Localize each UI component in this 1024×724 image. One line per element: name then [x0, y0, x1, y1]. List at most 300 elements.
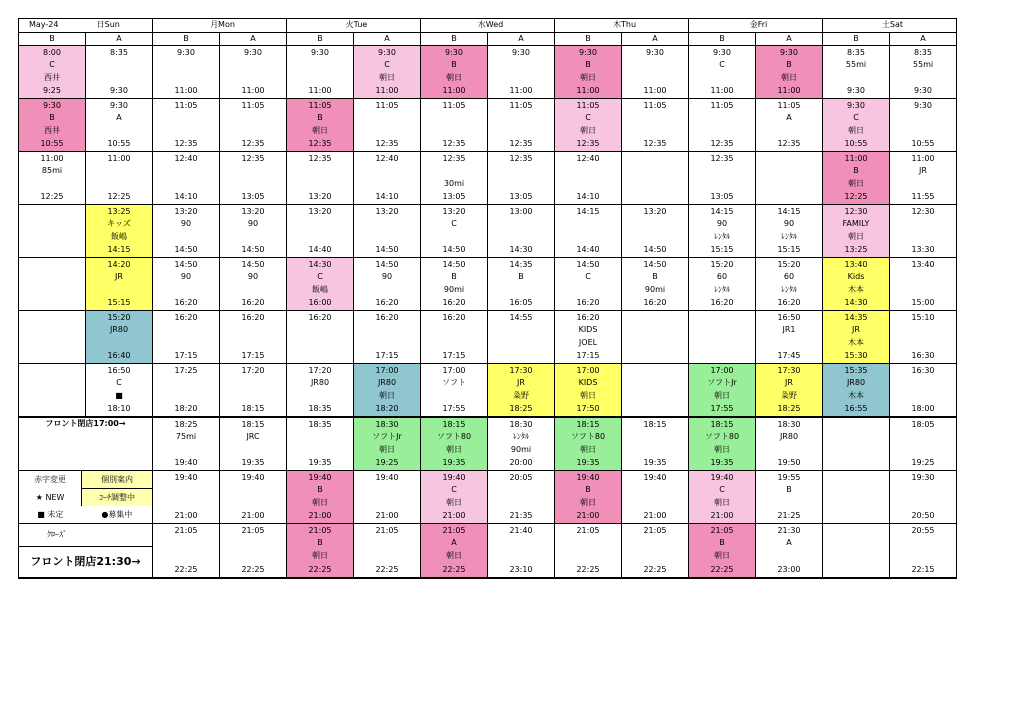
slot-end: 23:10 — [509, 564, 533, 574]
slot-start: 11:00 — [40, 154, 64, 163]
slot-end: 11:00 — [308, 85, 332, 95]
slot-end: 11:00 — [174, 85, 198, 95]
slot-start: 14:50 — [174, 260, 198, 269]
schedule-row — [19, 364, 957, 418]
time-slot — [220, 524, 287, 579]
slot-end: 13:05 — [442, 191, 466, 201]
time-slot — [354, 205, 421, 258]
slot-start: 11:00 — [911, 154, 935, 163]
slot-start: 13:20 — [643, 207, 667, 216]
schedule-row — [19, 258, 957, 311]
time-slot — [555, 258, 622, 311]
slot-end: 9:30 — [914, 85, 932, 95]
slot-detail: B — [652, 272, 658, 281]
slot-detail: JR80 — [377, 378, 397, 387]
slot-detail: 90 — [381, 272, 393, 281]
slot-start: 8:35 — [110, 48, 128, 57]
slot-end: 14:50 — [442, 244, 466, 254]
slot-detail2: ﾚﾝﾀﾙ — [714, 232, 730, 241]
legend-item: ●募集中 — [101, 510, 133, 519]
slot-end: 16:20 — [576, 297, 600, 307]
slot-end: 22:25 — [643, 564, 667, 574]
slot-end: 10:55 — [40, 138, 64, 148]
slot-start: 12:35 — [509, 154, 533, 163]
time-slot — [421, 46, 488, 99]
slot-detail: C — [384, 60, 390, 69]
slot-end: 15:30 — [844, 350, 868, 360]
slot-detail: ﾚﾝﾀﾙ — [513, 432, 529, 441]
slot-end: 13:20 — [308, 191, 332, 201]
slot-end: 22:25 — [375, 564, 399, 574]
rink-label: A — [220, 32, 287, 46]
slot-end: 21:00 — [308, 510, 332, 520]
rink-label: B — [689, 32, 756, 46]
time-slot — [354, 417, 421, 471]
slot-detail2: 木本 — [848, 338, 864, 347]
time-slot — [354, 364, 421, 418]
slot-start: 16:50 — [777, 313, 801, 322]
slot-start: 9:30 — [110, 101, 128, 110]
time-slot — [153, 364, 220, 418]
day-header-row — [19, 19, 957, 33]
slot-start: 12:35 — [308, 154, 332, 163]
rink-label: A — [756, 32, 823, 46]
slot-start: 11:05 — [777, 101, 801, 110]
time-slot — [488, 364, 555, 418]
slot-start: 8:35 — [914, 48, 932, 57]
time-slot — [153, 99, 220, 152]
time-slot — [890, 46, 957, 99]
slot-detail: B — [451, 60, 457, 69]
slot-start: 11:05 — [576, 101, 600, 110]
slot-start: 9:30 — [780, 48, 798, 57]
slot-end: 19:50 — [777, 457, 801, 467]
slot-detail: 90 — [247, 219, 259, 228]
slot-start: 9:30 — [177, 48, 195, 57]
slot-end: 19:35 — [442, 457, 466, 467]
time-slot — [689, 311, 756, 364]
closure-label: ｸﾛｰｽﾞ — [47, 530, 67, 539]
slot-end: 11:00 — [777, 85, 801, 95]
slot-start: 21:05 — [375, 526, 399, 535]
slot-start: 15:10 — [911, 313, 935, 322]
slot-end: 14:30 — [844, 297, 868, 307]
day-header — [421, 19, 555, 33]
slot-end: 22:25 — [308, 564, 332, 574]
time-slot — [756, 524, 823, 579]
slot-start: 11:05 — [710, 101, 734, 110]
slot-end: 16:20 — [174, 297, 198, 307]
slot-end: 10:55 — [844, 138, 868, 148]
day-name: 木Thu — [612, 20, 637, 29]
slot-detail: 90 — [716, 219, 728, 228]
slot-detail: B — [317, 538, 323, 547]
time-slot — [890, 311, 957, 364]
time-slot — [421, 417, 488, 471]
slot-detail: A — [116, 113, 122, 122]
time-slot — [823, 205, 890, 258]
slot-end: 16:20 — [241, 297, 265, 307]
slot-start: 13:40 — [844, 260, 868, 269]
time-slot — [86, 364, 153, 418]
slot-start: 21:05 — [576, 526, 600, 535]
time-slot — [823, 152, 890, 205]
day-name: 水Wed — [477, 20, 504, 29]
slot-end: 21:00 — [442, 510, 466, 520]
slot-end: 12:25 — [107, 191, 131, 201]
day-header — [19, 19, 153, 33]
time-slot — [823, 364, 890, 418]
time-slot — [421, 311, 488, 364]
legend-row — [19, 506, 152, 523]
time-slot — [689, 152, 756, 205]
slot-end: 21:35 — [509, 510, 533, 520]
time-slot — [823, 46, 890, 99]
month-label: May-24 — [29, 20, 59, 29]
time-slot — [555, 311, 622, 364]
time-slot — [19, 205, 86, 258]
slot-detail2: 朝日 — [379, 73, 395, 82]
time-slot — [220, 364, 287, 418]
slot-start: 18:30 — [509, 420, 533, 429]
slot-detail2: 90mi — [443, 285, 465, 294]
slot-detail2: 朝日 — [848, 179, 864, 188]
slot-end: 16:20 — [777, 297, 801, 307]
day-name: 火Tue — [345, 20, 368, 29]
slot-end: 9:30 — [110, 85, 128, 95]
time-slot — [220, 311, 287, 364]
slot-end: 10:55 — [107, 138, 131, 148]
time-slot — [153, 311, 220, 364]
time-slot — [756, 152, 823, 205]
time-slot — [19, 364, 86, 418]
slot-detail2: 木本 — [848, 391, 864, 400]
slot-start: 14:15 — [576, 207, 600, 216]
slot-start: 16:20 — [576, 313, 600, 322]
rink-label: B — [287, 32, 354, 46]
time-slot — [287, 417, 354, 471]
slot-detail2: 朝日 — [714, 498, 730, 507]
time-slot — [756, 311, 823, 364]
slot-start: 14:55 — [509, 313, 533, 322]
time-slot — [823, 258, 890, 311]
slot-detail2: 木本 — [848, 285, 864, 294]
slot-start: 19:30 — [911, 473, 935, 482]
slot-start: 14:50 — [375, 260, 399, 269]
slot-detail: 60 — [716, 272, 728, 281]
rink-label: B — [555, 32, 622, 46]
slot-detail2: 飯嶋 — [312, 285, 328, 294]
time-slot — [421, 471, 488, 524]
time-slot — [86, 205, 153, 258]
slot-end: 14:10 — [375, 191, 399, 201]
slot-detail: C — [317, 272, 323, 281]
slot-end: 16:05 — [509, 297, 533, 307]
slot-detail: A — [786, 538, 792, 547]
slot-end: 17:55 — [710, 403, 734, 413]
day-name: 月Mon — [210, 20, 235, 29]
time-slot — [488, 205, 555, 258]
slot-end: 12:35 — [241, 138, 265, 148]
slot-end: 12:35 — [308, 138, 332, 148]
slot-detail2: 朝日 — [379, 445, 395, 454]
time-slot — [756, 417, 823, 471]
slot-end: 11:00 — [576, 85, 600, 95]
slot-end: 9:30 — [847, 85, 865, 95]
slot-start: 16:30 — [911, 366, 935, 375]
rink-label: B — [153, 32, 220, 46]
time-slot — [689, 46, 756, 99]
slot-detail2: 西井 — [44, 73, 60, 82]
time-slot — [890, 417, 957, 471]
slot-detail2: 90mi — [644, 285, 666, 294]
slot-end: 16:40 — [107, 350, 131, 360]
slot-end: 18:20 — [174, 403, 198, 413]
slot-start: 11:05 — [241, 101, 265, 110]
slot-detail: JR — [919, 166, 927, 175]
slot-start: 13:25 — [107, 207, 131, 216]
slot-start: 19:40 — [241, 473, 265, 482]
legend-item: 個別案内 — [82, 471, 152, 489]
slot-end: 19:25 — [911, 457, 935, 467]
time-slot — [890, 364, 957, 418]
slot-start: 17:00 — [710, 366, 734, 375]
time-slot — [354, 524, 421, 579]
slot-start: 19:40 — [375, 473, 399, 482]
slot-start: 11:05 — [308, 101, 332, 110]
slot-start: 19:40 — [643, 473, 667, 482]
time-slot — [287, 471, 354, 524]
time-slot — [823, 471, 890, 524]
slot-detail: ソフト80 — [436, 432, 472, 441]
slot-detail2: 朝日 — [312, 551, 328, 560]
slot-start: 8:00 — [43, 48, 61, 57]
slot-start: 12:40 — [375, 154, 399, 163]
time-slot — [153, 152, 220, 205]
slot-start: 14:15 — [710, 207, 734, 216]
slot-detail2: 朝日 — [446, 498, 462, 507]
slot-start: 21:05 — [442, 526, 466, 535]
slot-end: 11:00 — [710, 85, 734, 95]
slot-detail: 60 — [783, 272, 795, 281]
day-name: 土Sat — [881, 20, 904, 29]
slot-start: 18:35 — [308, 420, 332, 429]
slot-detail2: 朝日 — [714, 445, 730, 454]
slot-start: 16:20 — [174, 313, 198, 322]
slot-detail: KIDS — [578, 378, 598, 387]
slot-detail: C — [719, 60, 725, 69]
time-slot — [689, 417, 756, 471]
slot-end: 12:35 — [174, 138, 198, 148]
time-slot — [890, 471, 957, 524]
time-slot — [689, 524, 756, 579]
time-slot — [555, 46, 622, 99]
legend-row — [19, 489, 152, 507]
slot-start: 17:25 — [174, 366, 198, 375]
slot-detail: B — [49, 113, 55, 122]
slot-start: 15:20 — [710, 260, 734, 269]
slot-start: 18:15 — [643, 420, 667, 429]
legend-grid — [19, 471, 152, 523]
schedule-row — [19, 524, 957, 579]
slot-detail2: 朝日 — [580, 391, 596, 400]
slot-detail: 90 — [247, 272, 259, 281]
slot-start: 16:20 — [375, 313, 399, 322]
slot-start: 17:20 — [308, 366, 332, 375]
slot-end: 20:00 — [509, 457, 533, 467]
slot-detail: C — [451, 485, 457, 494]
slot-start: 17:30 — [509, 366, 533, 375]
rink-label: A — [890, 32, 957, 46]
slot-detail: B — [786, 485, 792, 494]
slot-end: 14:15 — [107, 244, 131, 254]
time-slot — [756, 471, 823, 524]
time-slot — [153, 46, 220, 99]
rink-label: A — [86, 32, 153, 46]
slot-start: 20:55 — [911, 526, 935, 535]
legend-item: 赤字変更 — [34, 475, 67, 484]
slot-end: 18:20 — [375, 403, 399, 413]
slot-end: 21:00 — [643, 510, 667, 520]
time-slot — [86, 258, 153, 311]
slot-end: 19:35 — [241, 457, 265, 467]
time-slot — [19, 99, 86, 152]
time-slot — [823, 311, 890, 364]
slot-end: 11:00 — [509, 85, 533, 95]
time-slot — [488, 258, 555, 311]
slot-start: 9:30 — [244, 48, 262, 57]
slot-end: 13:05 — [241, 191, 265, 201]
slot-start: 17:00 — [375, 366, 399, 375]
time-slot — [153, 471, 220, 524]
slot-start: 12:35 — [241, 154, 265, 163]
time-slot — [354, 471, 421, 524]
slot-detail: FAMILY — [842, 219, 870, 228]
time-slot — [153, 205, 220, 258]
slot-end: 21:25 — [777, 510, 801, 520]
time-slot — [622, 99, 689, 152]
slot-start: 13:40 — [911, 260, 935, 269]
slot-start: 15:35 — [844, 366, 868, 375]
slot-detail: B — [317, 113, 323, 122]
slot-end: 16:20 — [442, 297, 466, 307]
slot-start: 21:05 — [308, 526, 332, 535]
slot-start: 18:30 — [375, 420, 399, 429]
slot-start: 21:40 — [509, 526, 533, 535]
slot-start: 13:20 — [241, 207, 265, 216]
slot-end: 17:15 — [442, 350, 466, 360]
slot-end: 17:15 — [174, 350, 198, 360]
slot-detail2: ﾚﾝﾀﾙ — [781, 232, 797, 241]
time-slot — [421, 524, 488, 579]
slot-start: 19:40 — [710, 473, 734, 482]
slot-start: 18:15 — [710, 420, 734, 429]
slot-end: 15:15 — [777, 244, 801, 254]
slot-start: 18:15 — [442, 420, 466, 429]
time-slot — [287, 524, 354, 579]
slot-end: 12:35 — [442, 138, 466, 148]
time-slot — [622, 46, 689, 99]
time-slot — [756, 258, 823, 311]
slot-end: 14:50 — [174, 244, 198, 254]
slot-start: 11:05 — [442, 101, 466, 110]
slot-end: 10:55 — [911, 138, 935, 148]
slot-end: 22:25 — [576, 564, 600, 574]
rink-header-row — [19, 32, 957, 46]
slot-detail2: 朝日 — [714, 391, 730, 400]
time-slot — [488, 524, 555, 579]
time-slot — [220, 471, 287, 524]
slot-start: 14:50 — [643, 260, 667, 269]
slot-start: 21:05 — [174, 526, 198, 535]
time-slot — [287, 258, 354, 311]
slot-detail: ソフトJr — [707, 378, 737, 387]
slot-start: 14:50 — [241, 260, 265, 269]
slot-start: 9:30 — [378, 48, 396, 57]
slot-detail2: 朝日 — [781, 73, 797, 82]
time-slot — [153, 258, 220, 311]
slot-end: 12:35 — [777, 138, 801, 148]
slot-detail: B — [585, 485, 591, 494]
time-slot — [622, 364, 689, 418]
day-header — [555, 19, 689, 33]
rink-label: B — [19, 32, 86, 46]
slot-start: 17:00 — [442, 366, 466, 375]
slot-detail: JR80 — [779, 432, 799, 441]
slot-detail2: 朝日 — [848, 126, 864, 135]
time-slot — [555, 205, 622, 258]
slot-detail: JR80 — [109, 325, 129, 334]
slot-start: 9:30 — [445, 48, 463, 57]
rink-label: A — [354, 32, 421, 46]
slot-start: 19:40 — [174, 473, 198, 482]
slot-start: 11:05 — [509, 101, 533, 110]
slot-end: 17:15 — [375, 350, 399, 360]
slot-end: 13:25 — [844, 244, 868, 254]
time-slot — [555, 524, 622, 579]
slot-end: 13:05 — [509, 191, 533, 201]
slot-detail: B — [451, 272, 457, 281]
time-slot — [421, 258, 488, 311]
slot-end: 17:15 — [241, 350, 265, 360]
time-slot — [488, 471, 555, 524]
time-slot — [689, 205, 756, 258]
slot-start: 14:50 — [576, 260, 600, 269]
slot-detail: Kids — [847, 272, 865, 281]
slot-end: 22:15 — [911, 564, 935, 574]
slot-end: 22:25 — [241, 564, 265, 574]
slot-detail: JR1 — [782, 325, 796, 334]
slot-start: 13:00 — [509, 207, 533, 216]
slot-start: 11:00 — [844, 154, 868, 163]
legend — [19, 471, 153, 524]
slot-end: 22:25 — [710, 564, 734, 574]
slot-detail2: 朝日 — [848, 232, 864, 241]
slot-detail2: 飯嶋 — [111, 232, 127, 241]
slot-start: 19:40 — [308, 473, 332, 482]
slot-end: 12:25 — [844, 191, 868, 201]
slot-detail2: 朝日 — [312, 126, 328, 135]
time-slot — [354, 46, 421, 99]
slot-end: 21:00 — [576, 510, 600, 520]
slot-start: 14:35 — [844, 313, 868, 322]
time-slot — [220, 152, 287, 205]
slot-end: 19:35 — [576, 457, 600, 467]
slot-detail: C — [116, 378, 122, 387]
time-slot — [287, 205, 354, 258]
slot-detail: ソフト80 — [704, 432, 740, 441]
time-slot — [488, 152, 555, 205]
